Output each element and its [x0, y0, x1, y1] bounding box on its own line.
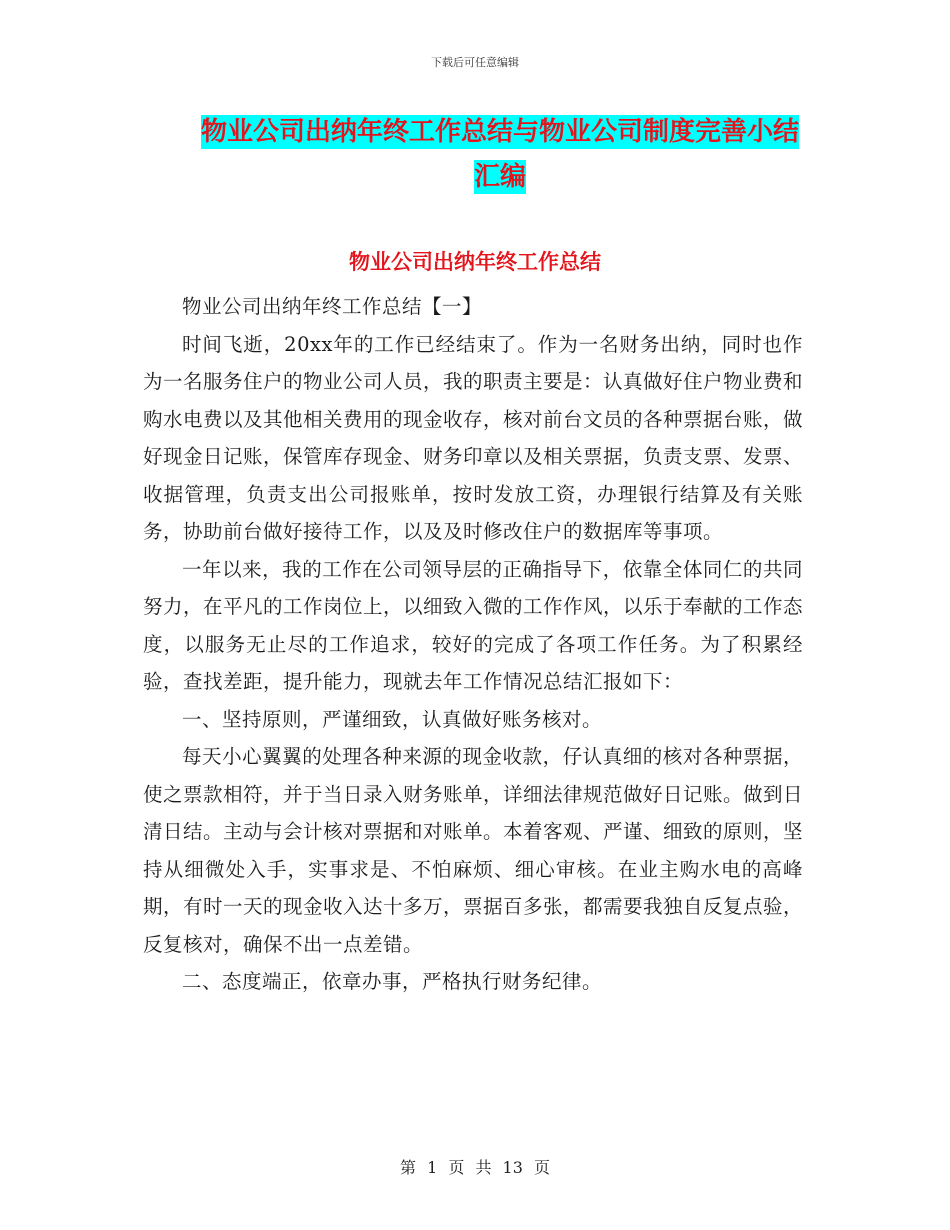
paragraph: 一年以来，我的工作在公司领导层的正确指导下，依靠全体同仁的共同努力，在平凡的工作岗位上，以细致入微的工作作风，以乐于奉献的工作态度，以服务无止尽的工作追求，较好的完成了各项工作任务。为了积累经验，查找差距，提升能力，现就去年工作情况总结汇报如下： — [143, 557, 804, 693]
page-footer: 第 1 页 共 13 页 — [400, 1158, 550, 1177]
paragraph: 二、态度端正，依章办事，严格执行财务纪律。 — [182, 970, 603, 993]
document-title — [190, 110, 810, 200]
document-title-line1: 物业公司出纳年终工作总结与物业公司制度完善小结 — [200, 117, 799, 147]
paragraph: 每天小心翼翼的处理各种来源的现金收款，仔认真细的核对各种票据，使之票款相符，并于当日录入财务账单，详细法律规范做好日记账。做到日清日结。主动与会计核对票据和对账单。本着客观、严谨、细致的原则，坚持从细微处入手，实事求是、不怕麻烦、细心审核。在业主购水电的高峰期，有时一天的现金收入达十多万，票据百多张，都需要我独自反复点验，反复核对，确保不出一点差错。 — [143, 745, 804, 956]
document-title-line2: 汇编 — [473, 162, 526, 192]
paragraph: 物业公司出纳年终工作总结【一】 — [182, 295, 483, 318]
section-title: 物业公司出纳年终工作总结 — [349, 250, 601, 274]
paragraph: 一、坚持原则，严谨细致，认真做好账务核对。 — [182, 707, 603, 731]
document-body — [143, 288, 803, 1001]
paragraph: 时间飞逝，20xx年的工作已经结束了。作为一名财务出纳，同时也作为一名服务住户的物业公司人员，我的职责主要是：认真做好住户物业费和购水电费以及其他相关费用的现金收存，核对前台文员的各种票据台账，做好现金日记账，保管库存现金、财务印章以及相关票据，负责支票、发票、收据管理，负责支出公司报账单，按时发放工资，办理银行结算及有关账务，协助前台做好接待工作，以及及时修改住户的数据库等事项。 — [143, 332, 804, 543]
page-header-note: 下载后可任意编辑 — [431, 56, 519, 69]
